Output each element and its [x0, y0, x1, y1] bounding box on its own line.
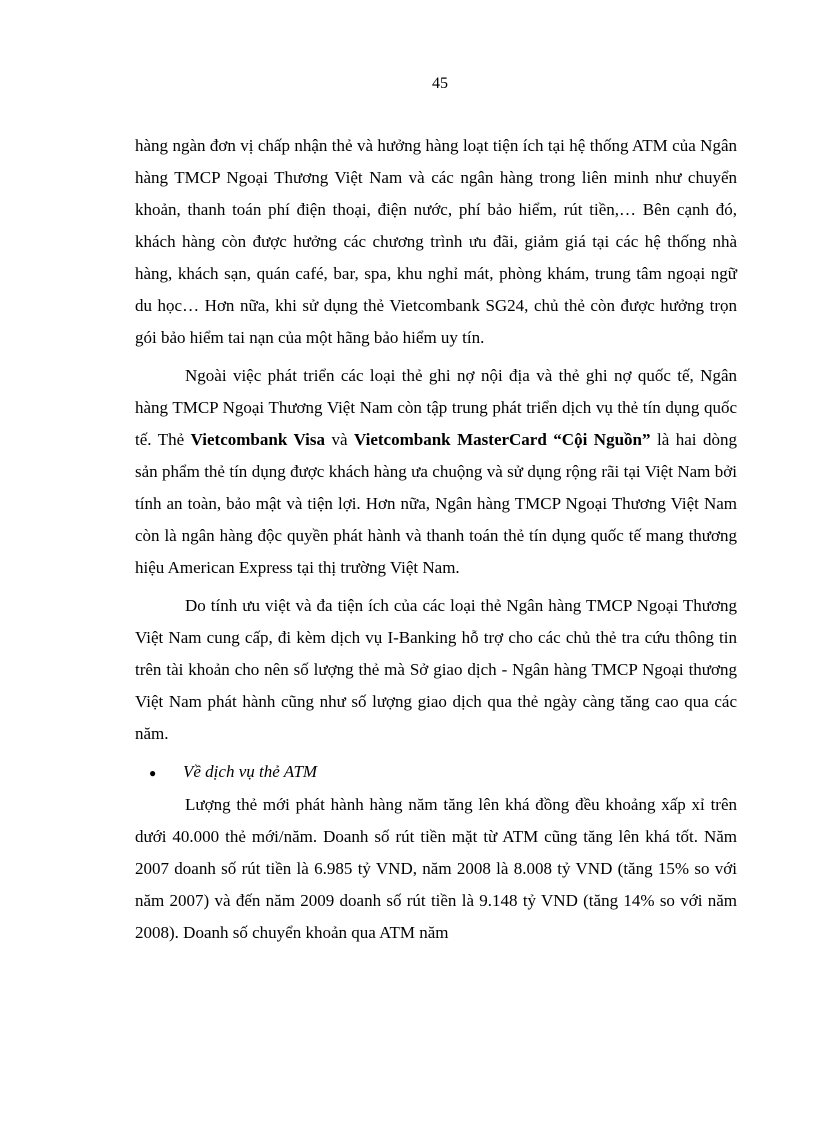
document-body: [135, 130, 737, 949]
paragraph-2-text-a: Ngoài việc phát triển các loại thẻ ghi nợ nội địa và thẻ ghi nợ quốc tế, Ngân hàng TMCP Ngoại Thương Việt Nam còn tập trung phát triển dịch vụ thẻ tín dụng quốc tế. Thẻ: [135, 366, 737, 449]
paragraph-2-text-b: và: [324, 430, 354, 449]
paragraph-2-text-c: là hai dòng sản phẩm thẻ tín dụng được khách hàng ưa chuộng và sử dụng rộng rãi tại Việt Nam bởi tính an toàn, bảo mật và tiện lợi. Hơn nữa, Ngân hàng TMCP Ngoại Thương Việt Nam còn là ngân hàng độc quyền phát hành và thanh toán thẻ tín dụng quốc tế mang thương hiệu American Express tại thị trường Việt Nam.: [135, 430, 737, 577]
product-name-visa: Vietcombank Visa: [190, 430, 325, 449]
section-heading: Về dịch vụ thẻ ATM: [183, 762, 318, 781]
paragraph-1: hàng ngàn đơn vị chấp nhận thẻ và hưởng hàng loạt tiện ích tại hệ thống ATM của Ngân hàng TMCP Ngoại Thương Việt Nam và các ngân hàng trong liên minh như chuyển khoản, thanh toán phí điện thoại, điện nước, phí bảo hiểm, rút tiền,… Bên cạnh đó, khách hàng còn được hưởng các chương trình ưu đãi, giảm giá tại các hệ thống nhà hàng, khách sạn, quán café, bar, spa, khu nghỉ mát, phòng khám, trung tâm ngoại ngữ du học… Hơn nữa, khi sử dụng thẻ Vietcombank SG24, chủ thẻ còn được hưởng trọn gói bảo hiểm tai nạn của một hãng bảo hiểm uy tín.: [135, 136, 737, 347]
paragraph-2: [135, 360, 737, 584]
paragraph-4: Lượng thẻ mới phát hành hàng năm tăng lên khá đồng đều khoảng xấp xỉ trên dưới 40.000 thẻ mới/năm. Doanh số rút tiền mặt từ ATM cũng tăng lên khá tốt. Năm 2007 doanh số rút tiền là 6.985 tỷ VND, năm 2008 là 8.008 tỷ VND (tăng 15% so với năm 2007) và đến năm 2009 doanh số rút tiền là 9.148 tỷ VND (tăng 14% so với năm 2008). Doanh số chuyển khoản qua ATM năm: [135, 795, 737, 942]
section-bullet: [135, 756, 737, 789]
bullet-dot-icon: ●: [149, 766, 157, 780]
paragraph-3: Do tính ưu việt và đa tiện ích của các loại thẻ Ngân hàng TMCP Ngoại Thương Việt Nam cung cấp, đi kèm dịch vụ I-Banking hỗ trợ cho các chủ thẻ tra cứu thông tin trên tài khoản cho nên số lượng thẻ mà Sở giao dịch - Ngân hàng TMCP Ngoại thương Việt Nam phát hành cũng như số lượng giao dịch qua thẻ ngày càng tăng cao qua các năm.: [135, 596, 737, 743]
page-number: 45: [432, 75, 448, 92]
product-name-mastercard: Vietcombank MasterCard “Cội Nguồn”: [353, 430, 651, 449]
